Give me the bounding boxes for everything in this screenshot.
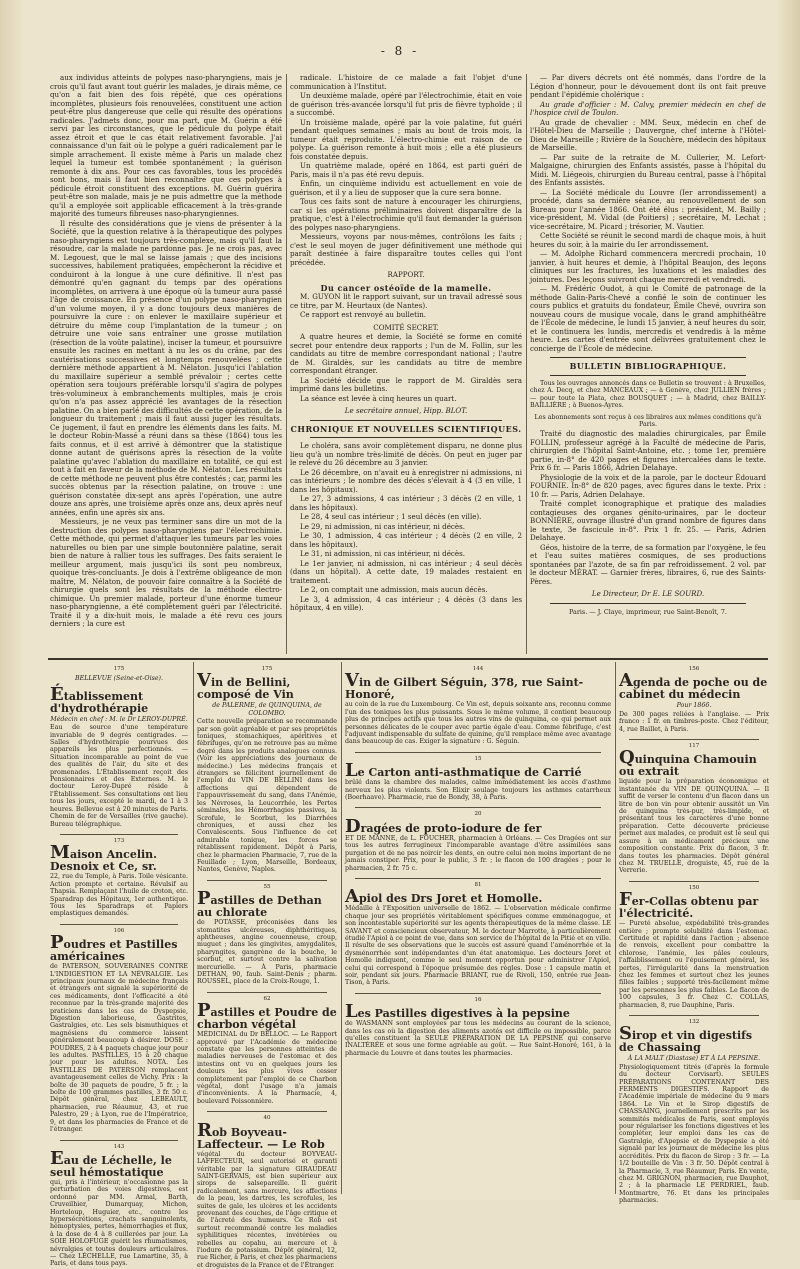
paragraph: Le 29, ni admission, ni cas intérieur, ni décès. <box>300 521 465 531</box>
paragraph: Messieurs, voyons par nous-mêmes, contrôlons les faits ; c'est le seul moyen de juger définitivement une méthode qui paraît destinée à faire disparaître toutes celles qui l'ont précédée. <box>290 232 522 267</box>
paragraph: Au grade d'officier : M. Calvy, premier médecin en chef de l'hospice civil de Toulon. <box>530 99 766 117</box>
ad-number: 156 <box>688 666 700 672</box>
advertisement <box>197 996 337 1105</box>
ad-body: au coin de la rue du Luxembourg. Ce Vin est, depuis soixante ans, reconnu comme l'un des toniques les plus puissants. Sous le même volume, il contient beaucoup plus de principes actifs que tous les autres vins de quinquina, ce qui permet aux personnes délicates de le couper avec partie égale d'eau. Comme fébrifuge, c'est l'adjuvant indispensable du sulfate de quinine, qu'il remplace même avec avantage dans beaucoup de cas. Exiger la signature : G. Séguin. <box>345 701 611 746</box>
paragraph: Le 1er janvier, ni admission, ni cas intérieur ; 4 seul décès (dans un hôpital). A cette date, 19 malades restaient en traitement. <box>290 558 522 585</box>
ad-title: Poudres et Pastilles américaines <box>50 932 178 964</box>
bulletin-intro: Tous les ouvrages annoncés dans ce Bulletin se trouvent : à Bruxelles, chez A. Decq, et chez MANCEAUX ; — à Genève, chez JULLIEN frères ; — pour toute la Plata, chez BOUSQUET ; — à Madrid, chez BAILLY-BAILLIÈRE ; à Buenos-Ayres. <box>530 379 766 410</box>
ad-body: brûlé dans la chambre des malades, calme immédiatement les accès d'asthme nerveux les plus violents. Son Elixir soulage toujours les asthmes catarrheux (Boerhaave). Pharmacie, rue de Bondy, 38, à Paris. <box>345 779 611 802</box>
ad-body: qui, pris à l'intérieur, n'occasionne pas la perturbation des voies digestives, est ordonné par MM. Armal, Barth, Cruveilhier, Dumarquay, Michon, Horteloup, Huguier, etc., contre les hypersécrétions, crachats sanguinolents, hémoptysies, pertes, hémorrhagies et flux, à la dose de 4 à 8 cuillerées par jour. La SOIE HOLOFUGE guérit les rhumatismes, névralgies et toutes douleurs articulaires. — Chez LÉCHELLE, rue Lamartine, 35, à Paris, et dans tous pays. <box>50 1178 188 1268</box>
ad-title: Vin de Bellini, composé de Vin <box>197 670 294 702</box>
paragraph: Un quatrième malade, opéré en 1864, est parti guéri de Paris, mais il n'a pas été revu depuis. <box>290 161 522 179</box>
ad-title: Quinquina Chamouin ou extrait <box>619 747 757 779</box>
paragraph: Le 28, 4 seul cas intérieur ; 1 seul décès (en ville). <box>300 512 482 521</box>
ad-number: 62 <box>263 995 271 1002</box>
advertisement <box>345 756 611 802</box>
ad-divider <box>355 993 601 994</box>
ad-number: 132 <box>688 1019 700 1025</box>
paragraph: Le 30, 1 admission, 4 cas intérieur ; 4 décès (2 en ville, 2 dans les hôpitaux). <box>290 531 522 549</box>
paragraph: — M. Frédéric Oudot, à qui le Comité de patronage de la méthode Galin-Paris-Chevé a confié le soin de continuer les cours publics et gratuits du fondateur, Émile Chevé, ouvrira son nouveau cours de musique vocale, dans le grand amphithéâtre de l'École de médecine, le lundi 15 janvier, à neuf heures du soir, et le continuera les lundis, mercredis et vendredis à la même heure. Les cartes d'entrée sont délivrées gratuitement chez le concierge de l'École de médecine. <box>530 284 766 353</box>
ad-number: 16 <box>474 996 482 1003</box>
advertisement <box>619 743 769 875</box>
ad-number: 150 <box>688 884 700 891</box>
paragraph: La Société décide que le rapport de M. Giraldès sera imprimé dans les bulletins. <box>290 375 522 393</box>
paragraph: Un deuxième malade, opéré par l'électrochimie, était en voie de guérison très-avancée lorsqu'il fut pris de fièvre typhoïde ; il a succombé. <box>290 91 522 117</box>
ad-title: BELLEVUE (Seine-et-Oise). <box>74 675 164 683</box>
paragraph: Enfin, un cinquième individu est actuellement en voie de guérison, et il y a lieu de supposer que la cure sera bonne. <box>290 179 522 197</box>
ad-number: 117 <box>688 743 700 750</box>
ad-divider <box>207 1111 327 1112</box>
paragraph: Un troisième malade, opéré par la voie palatine, fut guéri pendant quelques semaines ; mais au bout de trois mois, la tumeur était reproduite. L'électro-chimie eut raison de ce polype. La guérison remonte à huit mois ; elle a été plusieurs fois constatée depuis. <box>290 117 522 161</box>
ads-column-c <box>345 664 611 1194</box>
ad-body: de POTASSE, préconisées dans les stomatites ulcéreuses, diphthéritiques, aphtheuses, angine couenneuse, croup, muguet ; dans les gingivites, amygdalites, pharyngites, gangrène de la bouche, le scorbut, et surtout contre la salivation mercurielle. — À Paris, pharmacie DETHAN, 90, faub. Saint-Denis ; pharm. ROUSSEL, place de la Croix-Rouge, 1. <box>197 919 337 986</box>
paragraph: Le 2, on comptait une admission, mais aucun décès. <box>300 585 488 594</box>
ads-column-a <box>50 664 188 1268</box>
ad-number: 20 <box>474 811 482 818</box>
advertisement <box>197 666 337 874</box>
advertisement <box>345 666 611 746</box>
paragraph: Le 3, 4 admission, 4 cas intérieur ; 4 décès (3 dans les hôpitaux, 4 en ville). <box>290 594 522 612</box>
ad-divider <box>60 834 178 835</box>
paragraph: aux individus atteints de polypes naso-pharyngiens, mais je crois qu'il faut avant tout guérir les malades, je dirais même, ce qu'on a fait bien des fois répété, que ces opérations incomplètes, plusieurs fois renouvelées, constituent une action peut-être plus dangereuse que celle qui résulte des opérations radicales. J'admets donc, pour ma part, que M. Guérin a été servi par les circonstances, que le pédicule du polype était assez étroit et que le cas était relativement favorable. J'ai connaissance d'un fait où le polype a guéri radicalement par le simple arrachement. Il existe même à Paris un malade chez lequel la tumeur est tombée spontanément ; la guérison remonte à dix ans. Pour ces cas favorables, tous les procédés sont bons, mais il faut bien reconnaître que ces polypes à pédicule étroit constituent des exceptions. M. Guérin guérira peut-être son malade, mais je ne puis admettre que la méthode qu'il a employée soit applicable efficacement à la très-grande majorité des tumeurs fibreuses naso-pharyngiennes. <box>50 73 282 218</box>
advertisement <box>619 1019 769 1205</box>
advertisement <box>50 666 188 683</box>
paragraph: — M. Adolphe Richard commencera mercredi prochain, 10 janvier, à huit heures et demie, à l'hôpital Beaujon, des leçons cliniques sur les fractures, les luxations et les maladies des jointures. Des leçons suivront chaque mercredi et vendredi. <box>530 249 766 284</box>
paragraph: Ce rapport est renvoyé au bulletin. <box>300 310 427 319</box>
advertisement <box>197 884 337 986</box>
ad-subtitle: Médecin en chef : M. le Dr LEROY-DUPRÉ. <box>50 715 188 723</box>
ad-number: 40 <box>263 1115 271 1122</box>
rapport-heading: RAPPORT. <box>387 270 425 279</box>
ad-title: Pastilles de Dethan au chlorate <box>197 888 322 920</box>
section-rule <box>550 357 746 358</box>
paragraph: Messieurs, je ne veux pas terminer sans dire un mot de la destruction des polypes naso-pharyngiens par l'électrochimie. Cette méthode, qui permet d'attaquer les tumeurs par les voies naturelles ou bien par une simple boutonnière palatine, serait bien de nature à rallier tous les suffrages. Des faits seraient le meilleur argument, mais jusqu'ici ils sont peu nombreux, quoique très-concluants. Je dois à l'extrême obligeance de mon maître, M. Nélaton, de pouvoir faire connaître à la Société de chirurgie quels sont les résultats de la méthode électro-chimique. Un premier malade, porteur d'une énorme tumeur naso-pharyngienne, a été complètement guéri par l'électricité. Traité il y a dix-huit mois, le malade a été revu ces jours derniers ; la cure est <box>50 517 282 628</box>
column-divider <box>615 662 616 1194</box>
ad-title: Maison Ancelin. Desnoix et Ce, sr. <box>50 842 158 874</box>
ad-divider <box>629 739 759 740</box>
ad-body: liquide pour la préparation économique et instantanée du VIN DE QUINQUINA. — Il suffit de verser le contenu d'un flacon dans un litre de bon vin pour obtenir aussitôt un Vin de quinquina très-pur, très-limpide, et présentant tous les caractères d'une bonne préparation. Cette découverte précieuse permet aux malades, ce produit est le seul qui assure à un médicament précieux une composition constante. Prix du flacon, 3 fr. dans toutes les pharmacies. Dépôt général chez M. TRUELLE, droguiste, 45, rue de la Verrerie. <box>619 778 769 875</box>
rapport-title: Du cancer ostéoïde de la mamelle. <box>320 282 492 293</box>
ad-body: Physiologiquement titrés (d'après la formule du docteur Corvisart). SEULES PRÉPARATIONS CONTENANT DES FERMENTS DIGESTIFS. Rapport de l'Académie impériale de médecine du 9 mars 1864. Le Vin et le Sirop digestifs de CHASSAING, journellement prescrits par les sommités médicales de Paris, sont employés pour régulariser les fonctions digestives et les compléter, leur emploi dans les cas de Gastralgie, d'Apepsie et de Dyspepsie a été signalé par les journaux de médecine les plus accrédités. Prix du flacon de Sirop : 3 fr. — La 1/2 bouteille de Vin : 3 fr. 50. Dépôt central à la Pharmacie, 3, rue Réaumur, Paris. En vente, chez M. GRIGNON, pharmacien, rue Dauphot, 2 ; à la pharmacie LE PERDRIEL, faub. Montmartre, 76. Et dans les principales pharmacies. <box>619 1063 769 1205</box>
ad-divider <box>629 1015 759 1016</box>
paragraph: — La Société médicale du Louvre (Ier arrondissement) a procédé, dans sa dernière séance, au renouvellement de son Bureau pour l'année 1866. Ont été élus : président, M. Bailly ; vice-président, M. Vidal (de Poitiers) ; secrétaire, M. Lechat ; vice-secrétaire, M. Picard ; trésorier, M. Vautier. <box>530 187 766 231</box>
ad-title: Vin de Gilbert Séguin, 378, rue Saint-Honoré, <box>345 670 584 702</box>
comite-heading: COMITÉ SECRET. <box>373 322 439 332</box>
chronique-title: CHRONIQUE ET NOUVELLES SCIENTIFIQUES. <box>290 423 522 434</box>
advertisement <box>50 683 188 828</box>
secretary-signature: Le secrétaire annuel, Hipp. BLOT. <box>344 406 468 415</box>
column-divider <box>341 662 342 1194</box>
section-rule <box>550 375 746 376</box>
ad-number: 143 <box>113 1143 125 1150</box>
paragraph: — Par divers décrets ont été nommés, dans l'ordre de la Légion d'honneur, pour le dévouement dont ils ont fait preuve pendant l'épidémie cholérique : <box>530 73 766 99</box>
ad-number: 173 <box>113 837 125 844</box>
ad-body: de PATERSON, SOUVERAINES CONTRE L'INDIGESTION ET LA NÉVRALGIE. Les principaux journaux de médecine français et étrangers ont signalé la supériorité de ces médicaments, dont l'efficacité a été reconnue par la très-grande majorité des praticiens dans les cas de Dyspepsie, Digestion laborieuse, Gastrites, Gastralgies, etc. Les sels bismuthiques et magnésiens du commerce laissent généralement beaucoup à désirer. DOSE : POUDRES, 2 à 4 paquets chaque jour pour les adultes. PASTILLES, 15 à 20 chaque jour pour les adultes. NOTA. Les PASTILLES DE PATERSON remplacent avantageusement celles de Vichy. Prix : la boîte de 30 paquets de poudre, 5 fr. ; la boîte de 100 grammes pastilles, 3 fr. 50 c. Dépôt général, chez LEBEAULT, pharmacien, rue Réaumur, 43, et rue Palestro, 29 ; à Lyon, rue de l'Impératrice, 9, et dans les pharmacies de France et de l'étranger. <box>50 963 188 1134</box>
ad-title: Agenda de poche ou de cabinet du médecin <box>619 670 768 702</box>
ad-divider <box>355 807 601 808</box>
ad-body: ET DE MANNE, de L. FOUCHER, pharmacien à Orléans. — Ces Dragées ont sur tous les autres ferrugineux l'incomparable avantage d'être assimilées sans purgation et de ne pas noircir les dents, en outre celui non moins important de ne jamais constiper. Prix, pour le public, 3 fr. ; le flacon de 100 dragées ; pour le pharmacien, 2 fr. 75 c. <box>345 834 611 872</box>
ad-title: Rob Boyveau-Laffecteur. — Le Rob <box>197 1119 325 1151</box>
ad-title: Pastilles et Poudre de charbon végétal <box>197 1000 337 1032</box>
ads-column-d <box>619 664 769 1205</box>
ad-subtitle: À LA MALT (Diastase) ET À LA PEPSINE. <box>627 1055 761 1063</box>
ad-subtitle: de PALERME, de QUINQUINA, de COLOMBO. <box>212 702 322 717</box>
ad-number: 144 <box>472 666 484 672</box>
section-rule <box>550 603 746 604</box>
ad-number: 15 <box>474 755 482 762</box>
advertisement <box>345 882 611 987</box>
ad-body: 22, rue du Temple, à Paris. Toile vésicante. Action prompte et certaine. Révulsif au Thapsia. Remplaçant l'huile de croton, etc. Sparadrap des Hôpitaux, 1er authentique. Tous les Sparadraps et Papiers emplastiques demandés. <box>50 873 188 918</box>
ads-column-b <box>197 664 337 1269</box>
ad-number: 55 <box>263 883 271 890</box>
printer-imprint: Paris. — J. Claye, imprimeur, rue Saint-Benoît, 7. <box>569 607 727 616</box>
column-divider <box>286 74 287 654</box>
paragraph: — Par suite de la retraite de M. Cullerier, M. Lefort-Malgaigne, chirurgien des Enfants assistés, passe à l'hôpital du Midi. M. Liégeois, chirurgien du Bureau central, passe à l'hôpital des Enfants assistés. <box>530 152 766 187</box>
advertisement <box>345 997 611 1057</box>
ad-divider <box>60 1140 178 1141</box>
paragraph: Il résulte des considérations que je viens de présenter à la Société, que la question relative à la thérapeutique des polypes naso-pharyngiens est toujours très-complexe, mais qu'il faut la résoudre, car la malade ne pardonne pas. Je ne crois pas, avec M. Legouest, que le mal se laisse jamais ; que des incisions successives, habilement pratiquées, empêcheront la récidive et conduiront à la longue à une cure définitive. Il n'est pas démontré qu'en gagnant du temps par des opérations incomplètes, on arrivera à une époque où la tumeur aura passé l'âge de croissance. En présence d'un polype naso-pharyngien d'un volume moyen, il y a donc toujours deux manières de poursuivre la cure : on enlever le maxillaire supérieur et détruire du même coup l'implantation de la tumeur ; on détruire une voie sans entraîner une grosse mutilation (résection de la voûte palatine), inciser la tumeur, et poursuivre ensuite les racines en mettant à nu les os du crâne, par des cautérisations successives et longtemps renouvelées ; cette dernière méthode appartient à M. Nélaton. Jusqu'ici l'ablation du maxillaire supérieur a semblé prévaloir ; certes cette opération sera toujours préférable lorsqu'il s'agira de polypes très-volumineux à embranchements multiples, mais je crois qu'on n'a pas assez apprécié les avantages de la résection palatine. On a bien parlé des difficultés de cette opération, de la longueur du traitement ; mais il faut aussi juger les résultats. Ce jugement, il faut en prendre les éléments dans les faits. M. le docteur Robin-Massé a réuni dans sa thèse (1864) tous les faits connus, et il est arrivé à démontrer que la statistique donne autant de guérisons après la résection de la voûte palatine qu'avec l'ablation du maxillaire en totalité, ce qui est tout à fait en faveur de la méthode de M. Nélaton. Les résultats de cette méthode ne peuvent plus être contestés ; car, parmi les succès obtenus par la résection palatine, on trouve : une guérison constatée dix-sept ans après l'opération, une autre douze ans après, une troisième après onze ans, deux après neuf années, enfin une après six ans. <box>50 218 282 517</box>
ad-body: De 300 pages reliées à l'anglaise. — Prix franco : 1 fr. en timbres-poste. Chez l'éditeur, 4, rue Baillet, à Paris. <box>619 710 769 733</box>
ad-title: Les Pastilles digestives à la pepsine <box>345 1001 570 1023</box>
director-signature: Le Directeur, Dr E. LE SOURD. <box>591 589 705 599</box>
ad-body: MÉDICINAL du Dr BELLOC. — Le Rapport approuvé par l'Académie de médecine constate que les personnes atteintes de maladies nerveuses de l'estomac et des intestins ont vu en quelques jours les douleurs les plus vives cesser complètement par l'emploi de ce Charbon végétal, dont l'usage n'a jamais d'inconvénients. À la Pharmacie, 4, boulevard Poissonnière. <box>197 1031 337 1105</box>
ad-number: 175 <box>261 666 273 672</box>
ad-number: 175 <box>113 666 125 672</box>
ad-title: Eau de Léchelle, le seul hémostatique <box>50 1147 172 1179</box>
advertisement <box>197 1115 337 1269</box>
bulletin-note: Les abonnements sont reçus à ces libraires aux mêmes conditions qu'à Paris. <box>534 413 762 429</box>
section-rule <box>310 420 502 421</box>
ad-body: — Pureté absolue, expédabilité très-grandes entière ; prompte solubilité dans l'estomac. Certitude et rapidité dans l'action ; absence de renvois, excellent pour combattre la chlorose, l'anémie, les pâles couleurs, l'affaiblissement ou l'épuisement général, les pertes, l'irrégularité dans la menstruation chez les femmes et surtout chez les jeunes filles faibles ; supporté très-facilement même par les personnes les plus faibles. Le flacon de 100 capsules, 3 fr. Chez C. COLLAS, pharmacien, 8, rue Dauphine, Paris. <box>619 920 769 1009</box>
section-rule <box>310 437 502 438</box>
ad-title: Dragées de proto-iodure de fer <box>345 815 542 837</box>
ad-body: Eau de source d'une température invariable de 9 degrés centigrades. — Salles d'hydrothérapie pourvues des appareils les plus perfectionnés. — Situation incomparable au point de vue des qualités de l'air, du site et des promenades. L'Établissement reçoit des Pensionnaires et des Externes. M. le docteur Leroy-Dupré réside à l'Établissement. Ses consultations ont lieu tous les jours, excepté le mardi, de 1 à 3 heures. Bellevue est à 20 minutes de Paris. Chemin de fer de Versailles (rive gauche). Bureau télégraphique. <box>50 724 188 828</box>
page-folio: - 8 - <box>380 44 420 58</box>
ad-divider <box>207 880 327 881</box>
advertisement <box>345 811 611 871</box>
bulletin-entry: Géos, histoire de la terre, de sa formation par l'oxygène, le feu et l'eau suites matières cosmiques, de ses productions spontanées par l'azote, de sa fin par refroidissement. 2 vol. par le docteur MÉRAT. — Garnier frères, libraires, 6, rue des Saints-Pères. <box>530 542 766 586</box>
paragraph: A quatre heures et demie, la Société se forme en comité secret pour entendre deux rapports ; l'un de M. Follin, sur les candidats au titre de membre correspondant national ; l'autre de M. Giraldès, sur les candidats au titre de membre correspondant étranger. <box>290 332 522 375</box>
ads-separator-rule <box>48 658 768 660</box>
article-column-2 <box>290 74 522 656</box>
ad-number: 81 <box>474 881 482 888</box>
ad-title: Fer-Collas obtenu par l'électricité. <box>619 889 759 921</box>
advertisement <box>619 885 769 1009</box>
ad-divider <box>60 924 178 925</box>
paragraph: Le 27, 3 admissions, 4 cas intérieur ; 3 décès (2 en ville, 1 dans les hôpitaux). <box>290 494 522 512</box>
column-divider <box>526 74 527 654</box>
paragraph: Au grade de chevalier : MM. Seux, médecin en chef de l'Hôtel-Dieu de Marseille ; Dauvergne, chef interne à l'Hôtel-Dieu de Marseille ; Rivière de la Souchère, médecin des hôpitaux de Marseille. <box>530 117 766 152</box>
article-column-3 <box>530 74 766 656</box>
paragraph: M. GUYON lit le rapport suivant, sur un travail adressé sous ce titre, par M. Heurtaux (de Nantes). <box>290 292 522 310</box>
paragraph: radicale. L'histoire de ce malade a fait l'objet d'une communication à l'Institut. <box>290 73 522 91</box>
ad-divider <box>355 878 601 879</box>
ad-body: végétal du docteur BOYVEAU-LAFFECTEUR, seul autorisé et garanti véritable par la signature GIRAUDEAU SAINT-GERVAIS, est bien supérieur aux sirops de salsepareille. Il guérit radicalement, sans mercure, les affections de la peau, les dartres, les scrofules, les suites de gale, les ulcères et les accidents provenant des couches, de l'âge critique et de l'âcreté des humeurs. Ce Rob est surtout recommandé contre les maladies syphilitiques récentes, invétérées ou rebelles au copahu, au mercure et à l'iodure de potassium. Dépôt général, 12, rue Richer, à Paris, et chez les pharmaciens et droguistes de la France et de l'Étranger. <box>197 1150 337 1269</box>
bulletin-entry: Traité complet iconographique et pratique des maladies contagieuses des organes génito-urinaires, par le docteur BONNIÈRE, ouvrage illustré d'un grand nombre de figures dans le texte, 3e fascicule in-8°. Prix 1 fr. 25. — Paris, Adrien Delahaye. <box>530 499 766 543</box>
bulletin-entry: Physiologie de la voix et de la parole, par le docteur Édouard FOURNIE. In-8° de 820 pages, avec figures dans le texte. Prix : 10 fr. — Paris, Adrien Delahaye. <box>530 472 766 499</box>
paragraph: Tous ces faits sont de nature à encourager les chirurgiens, car si les opérations préliminaires doivent disparaître de la pratique, c'est à l'électrochimie qu'il faut demander la guérison des polypes naso-pharyngiens. <box>290 197 522 232</box>
paragraph: Le choléra, sans avoir complètement disparu, ne donne plus lieu qu'à un nombre très-limité de décès. On peut en juger par le relevé du 26 décembre au 3 janvier. <box>290 441 522 467</box>
ad-title: Apiol des Drs Joret et Homolle. <box>345 886 543 908</box>
paragraph: La séance est levée à cinq heures un quart. <box>300 393 457 403</box>
paragraph: Le 31, ni admission, ni cas intérieur, ni décès. <box>300 549 465 558</box>
ad-body: de WASMANN sont employées par tous les médecins au courant de la science, dans les cas où la digestion des aliments azotés est difficile ou impossible, parce qu'elles constituent la SEULE PRÉPARATION DE LA PEPSINE qui conserve INALTÉRÉE et sous une forme agréable au goût. — Rue Saint-Honoré, 161, à la pharmacie du Louvre et dans toutes les pharmacies. <box>345 1020 611 1057</box>
bulletin-title: BULLETIN BIBLIOGRAPHIQUE. <box>569 361 727 371</box>
ad-divider <box>207 992 327 993</box>
ad-divider <box>629 881 759 882</box>
advertisement <box>50 928 188 1134</box>
column-divider <box>193 662 194 1194</box>
advertisement <box>50 1144 188 1268</box>
ad-body: Cette nouvelle préparation se recommande par son goût agréable et par ses propriétés toniques, stomachiques, apéritives et fébrifuges, qu'on ne retrouve pas au même degré dans les produits analogues connus. (Voir les appréciations des journaux de médecine.) Les médecins français et étrangers se félicitent journellement de l'emploi du VIN DE BELLINI dans les affections qui dépendent de l'appauvrissement du sang, dans l'Anémie, les Névroses, la Leucorrhée, les Pertes séminales, les Hémorrhagies passives, la Scrofule, le Scorbut, les Diarrhées chroniques, et aussi chez les Convalescents. Sous l'influence de cet admirable tonique, les forces se rétablissent rapidement. Dépôt à Paris, chez le pharmacien Pharmacie, 7, rue de la Feuillade ; Lyon, Marseille, Bordeaux, Nantes, Genève, Naples. <box>197 718 337 874</box>
ad-divider <box>355 752 601 753</box>
ad-subtitle: Pour 1866. <box>676 702 712 710</box>
bulletin-entry: Traité du diagnostic des maladies chirurgicales, par Émile FOLLIN, professeur agrégé à la Faculté de médecine de Paris, chirurgien de l'hôpital Saint-Antoine, etc. ; tome 1er, première partie, in-8° de 420 pages et figures intercalées dans le texte. Prix 6 fr. — Paris 1866, Adrien Delahaye. <box>530 429 766 473</box>
paragraph: Cette Société se réunit le second mardi de chaque mois, à huit heures du soir, à la mairie du Ier arrondissement. <box>530 231 766 249</box>
article-column-1 <box>50 74 282 656</box>
ad-title: Le Carton anti-asthmatique de Carrié <box>345 760 582 782</box>
paragraph: Le 26 décembre, on n'avait eu à enregistrer ni admissions, ni cas intérieurs ; le nombre des décès s'élevait à 4 (3 en ville, 1 dans les hôpitaux). <box>290 467 522 494</box>
ad-title: Établissement d'hydrothérapie <box>50 683 149 715</box>
ad-number: 106 <box>113 927 125 934</box>
ad-body: Médaille à l'Exposition universelle de 1862. — L'observation médicale confirme chaque jour ses propriétés véritablement spécifiques comme emménagogue, et son incontestable supériorité sur les agents thérapeutiques de la même classe. LE SAVANT et consciencieux observateur, M. le docteur Marrotte, à particulièrement étudié l'Apiol à ce point de vue, dans son service de l'hôpital de la Pitié et en ville. Il résulte de ses observations que le succès est assuré quand l'aménorrhée et la dysménorrhée sont indépendantes d'un état anatomique. Les docteurs Joret et Homolle indiquent, comme le seul moment opportun pour administrer l'Apiol, celui qui correspond à l'époque présumée des règles. Dose : 1 capsule matin et soir, pendant six jours. Pharmacie BRIANT, rue de Rivoli, 150, entrée rue Jean-Tison, à Paris. <box>345 905 611 987</box>
advertisement <box>619 666 769 733</box>
advertisement <box>50 838 188 918</box>
ad-title: Sirop et vin digestifs de Chassaing <box>619 1023 753 1055</box>
